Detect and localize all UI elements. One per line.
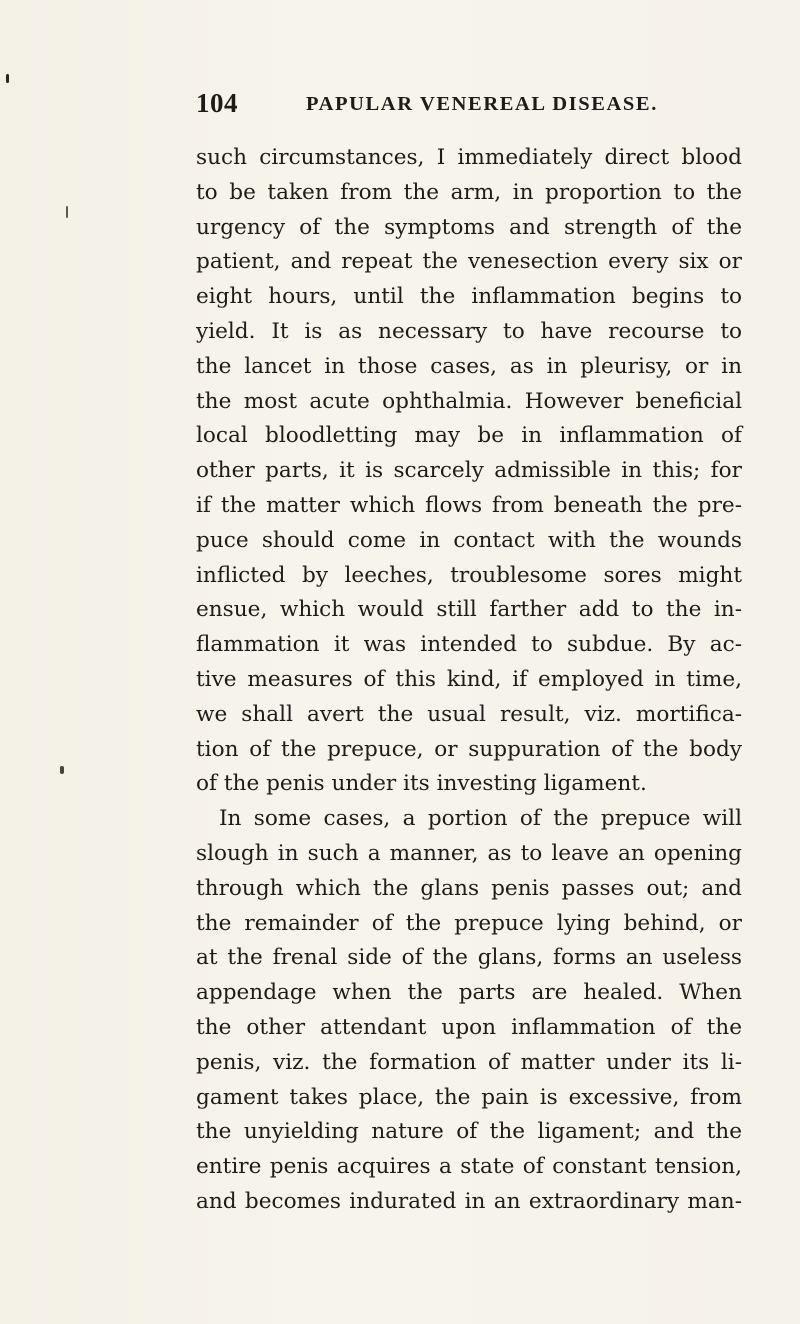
text-line: other parts, it is scarcely admissible in this; for — [196, 458, 742, 484]
text-line: ensue, which would still farther add to the in- — [196, 597, 742, 623]
page-number: 104 — [196, 88, 238, 118]
text-line: such circumstances, I immediately direct blood — [196, 145, 742, 170]
text-line: penis, viz. the formation of matter under its li- — [196, 1049, 742, 1075]
paragraph-start-line: In some cases, a portion of the prepuce will — [219, 806, 742, 832]
text-line: through which the glans penis passes out; and — [196, 875, 742, 901]
text-line: slough in such a manner, as to leave an opening — [196, 840, 742, 866]
text-line: tion of the prepuce, or suppuration of the body — [196, 736, 742, 762]
text-line: appendage when the parts are healed. When — [196, 980, 742, 1006]
text-line: tive measures of this kind, if employed in time, — [196, 666, 742, 692]
text-line: the most acute ophthalmia. However beneficial — [196, 388, 742, 414]
body-text — [196, 141, 742, 1220]
text-line: if the matter which flows from beneath the pre- — [196, 492, 742, 518]
text-line: to be taken from the arm, in proportion to the — [196, 179, 742, 205]
text-line: flammation it was intended to subdue. By ac- — [196, 632, 742, 658]
text-line: local bloodletting may be in inflammation of — [196, 423, 742, 449]
text-line: the unyielding nature of the ligament; and the — [196, 1119, 742, 1145]
running-title: PAPULAR VENEREAL DISEASE. — [306, 93, 658, 115]
text-line: at the frenal side of the glans, forms an useless — [196, 945, 742, 971]
text-line: puce should come in contact with the wounds — [196, 527, 742, 553]
text-line: urgency of the symptoms and strength of the — [196, 214, 742, 240]
margin-speck — [66, 206, 68, 218]
text-line: patient, and repeat the venesection every six or — [196, 249, 742, 275]
text-line: inflicted by leeches, troublesome sores might — [196, 562, 742, 588]
text-line: the remainder of the prepuce lying behind, or — [196, 910, 742, 936]
text-line: the lancet in those cases, as in pleurisy, or in — [196, 353, 742, 379]
text-line: we shall avert the usual result, viz. mortifica- — [196, 701, 742, 727]
text-line: and becomes indurated in an extraordinary man- — [196, 1188, 742, 1214]
paragraph-end-line: of the penis under its investing ligament. — [196, 771, 647, 797]
text-line: eight hours, until the inflammation begins to — [196, 284, 742, 310]
margin-speck — [6, 74, 9, 83]
text-line: entire penis acquires a state of constant tension, — [196, 1154, 742, 1180]
margin-speck — [60, 766, 64, 774]
running-head — [196, 88, 736, 122]
text-line: gament takes place, the pain is excessive, from — [196, 1084, 742, 1110]
text-line: the other attendant upon inflammation of the — [196, 1014, 742, 1040]
text-line: yield. It is as necessary to have recourse to — [196, 318, 742, 344]
